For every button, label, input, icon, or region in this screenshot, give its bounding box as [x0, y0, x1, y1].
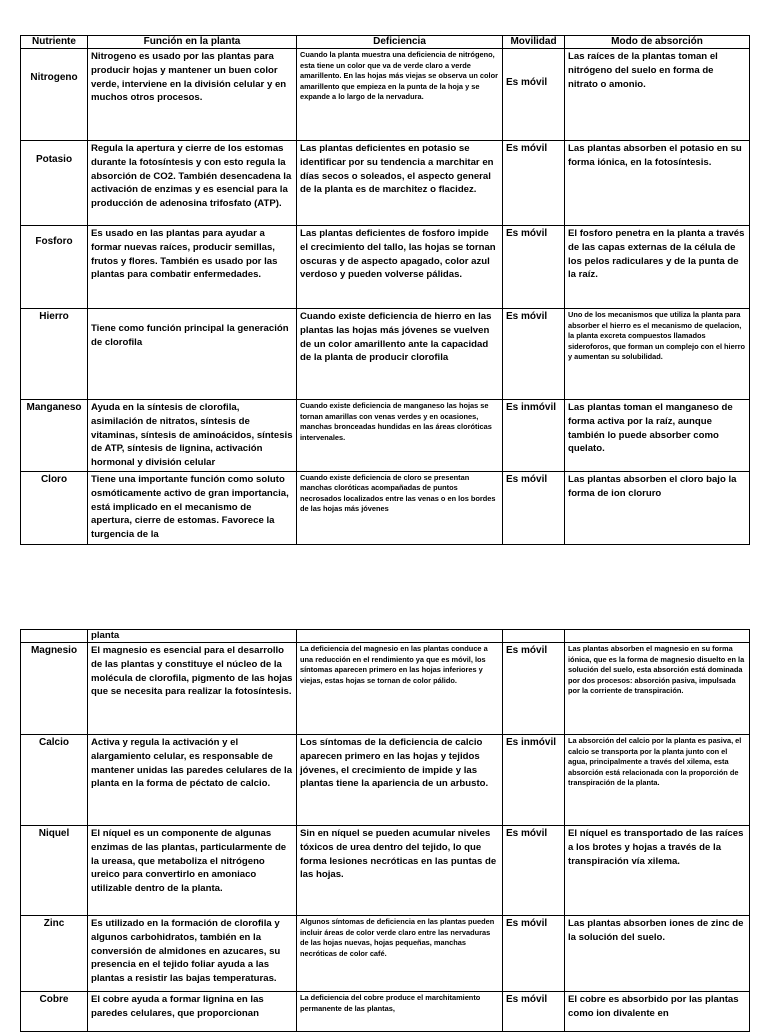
table-row	[21, 141, 750, 226]
mobility-cell: Es móvil	[503, 992, 565, 1032]
continuation-empty	[565, 630, 750, 643]
function-cell: Tiene una importante función como soluto osmóticamente activo de gran importancia, está implicado en el mecanismo de apertura, cierre de estomas. Favorece la turgencia de la	[88, 471, 297, 544]
absorption-cell: Las plantas toman el manganeso de forma activa por la raíz, aunque también lo puede absorber como quelato.	[565, 400, 750, 472]
function-cell: El níquel es un componente de algunas enzimas de las plantas, particularmente de la ureasa, que metaboliza el nitrógeno ureico para convertirlo en amoniaco utilizable dentro de la planta.	[88, 826, 297, 916]
continuation-cell: planta	[88, 630, 297, 643]
nutrient-name: Magnesio	[21, 643, 88, 735]
mobility-cell: Es móvil	[503, 49, 565, 141]
nutrient-name: Hierro	[21, 309, 88, 400]
table-row	[21, 226, 750, 309]
deficiency-cell: Las plantas deficientes en potasio se identificar por su tendencia a marchitar en días secos o soleados, el aspecto general de la planta es de marchitez o flacidez.	[297, 141, 503, 226]
nutrient-name: Cobre	[21, 992, 88, 1032]
function-cell: Tiene como función principal la generación de clorofila	[88, 309, 297, 400]
nutrient-table-page-1	[20, 35, 750, 545]
nutrient-name: Calcio	[21, 735, 88, 826]
deficiency-cell: Sin en níquel se pueden acumular niveles tóxicos de urea dentro del tejido, lo que forma lesiones necróticas en las puntas de las hojas.	[297, 826, 503, 916]
mobility-cell: Es móvil	[503, 826, 565, 916]
deficiency-cell: Las plantas deficientes de fosforo impide el crecimiento del tallo, las hojas se tornan oscuras y de aspecto apagado, color azul verdoso y pueden volverse pálidas.	[297, 226, 503, 309]
header-deficiencia: Deficiencia	[297, 36, 503, 49]
nutrient-name: Nitrogeno	[21, 49, 88, 141]
header-nutriente: Nutriente	[21, 36, 88, 49]
absorption-cell: El cobre es absorbido por las plantas como ion divalente en	[565, 992, 750, 1032]
nutrient-name: Fosforo	[21, 226, 88, 309]
deficiency-cell: Los síntomas de la deficiencia de calcio aparecen primero en las hojas y tejidos jóvenes, el crecimiento de impide y las plantas tiene la apariencia de un arbusto.	[297, 735, 503, 826]
mobility-cell: Es inmóvil	[503, 735, 565, 826]
absorption-cell: Las plantas absorben el potasio en su forma iónica, en la fotosíntesis.	[565, 141, 750, 226]
table-row	[21, 49, 750, 141]
mobility-cell: Es móvil	[503, 916, 565, 992]
table-row	[21, 826, 750, 916]
nutrient-name: Zinc	[21, 916, 88, 992]
header-row	[21, 36, 750, 49]
function-cell: El magnesio es esencial para el desarrollo de las plantas y constituye el núcleo de la molécula de clorofila, pigmento de las hojas que se necesita para realizar la fotosíntesis.	[88, 643, 297, 735]
mobility-cell: Es móvil	[503, 309, 565, 400]
absorption-cell: Las plantas absorben iones de zinc de la solución del suelo.	[565, 916, 750, 992]
nutrient-name: Manganeso	[21, 400, 88, 472]
deficiency-cell: Cuando existe deficiencia de manganeso las hojas se tornan amarillas con venas verdes y en ocasiones, manchas bronceadas hundidas en las áreas cloróticas intervenales.	[297, 400, 503, 472]
nutrient-name: Cloro	[21, 471, 88, 544]
continuation-row	[21, 630, 750, 643]
deficiency-cell: Cuando existe deficiencia de hierro en las plantas las hojas más jóvenes se vuelven de un color amarillento ante la capacidad de la planta de producir clorofila	[297, 309, 503, 400]
table-row	[21, 992, 750, 1032]
continuation-empty	[21, 630, 88, 643]
mobility-cell: Es móvil	[503, 226, 565, 309]
deficiency-cell: La deficiencia del magnesio en las plantas conduce a una reducción en el rendimiento ya que es móvil, los síntomas aparecen primero en las hojas inferiores y viejas, estas hojas se tornan de color pálido.	[297, 643, 503, 735]
continuation-empty	[503, 630, 565, 643]
nutrient-table-page-2	[20, 629, 750, 1032]
nutrient-name: Potasio	[21, 141, 88, 226]
absorption-cell: Las plantas absorben el magnesio en su forma iónica, que es la forma de magnesio disuelto en la solución del suelo, esta absorción está dominada por dos procesos: absorción pasiva, impulsada por la corriente de transpiración.	[565, 643, 750, 735]
mobility-cell: Es móvil	[503, 141, 565, 226]
absorption-cell: Uno de los mecanismos que utiliza la planta para absorber el hierro es el mecanismo de quelacion, la planta excreta compuestos llamados sideroforos, que forman un complejo con el hierro y aumentan su solubilidad.	[565, 309, 750, 400]
table-row	[21, 643, 750, 735]
header-absorcion: Modo de absorción	[565, 36, 750, 49]
function-cell: Es utilizado en la formación de clorofila y algunos carbohidratos, también en la conversión de almidones en azucares, su presencia en el tejido foliar ayuda a las plantas a resistir las bajas temperaturas.	[88, 916, 297, 992]
continuation-empty	[297, 630, 503, 643]
mobility-cell: Es inmóvil	[503, 400, 565, 472]
function-cell: Nitrogeno es usado por las plantas para producir hojas y mantener un buen color verde, interviene en la división celular y en muchos otros procesos.	[88, 49, 297, 141]
header-funcion: Función en la planta	[88, 36, 297, 49]
function-cell: Es usado en las plantas para ayudar a formar nuevas raíces, producir semillas, frutos y flores. También es usado por las plantas para combatir enfermedades.	[88, 226, 297, 309]
absorption-cell: Las raíces de la plantas toman el nitrógeno del suelo en forma de nitrato o amonio.	[565, 49, 750, 141]
deficiency-cell: Cuando la planta muestra una deficiencia de nitrógeno, esta tiene un color que va de verde claro a verde amarillento. En las hojas más viejas se observa un color amarillento que empieza en la punta de la hoja y se expande a lo largo de la nervadura.	[297, 49, 503, 141]
function-cell: Regula la apertura y cierre de los estomas durante la fotosíntesis y con esto regula la absorción de CO2. También desencadena la activación de enzimas y es esencial para la producción de adenosina trifosfato (ATP).	[88, 141, 297, 226]
table-row	[21, 309, 750, 400]
nutrient-name: Niquel	[21, 826, 88, 916]
absorption-cell: El fosforo penetra en la planta a través de las capas externas de la célula de los pelos radiculares y de la punta de la raíz.	[565, 226, 750, 309]
header-movilidad: Movilidad	[503, 36, 565, 49]
mobility-cell: Es móvil	[503, 471, 565, 544]
function-cell: El cobre ayuda a formar lignina en las paredes celulares, que proporcionan	[88, 992, 297, 1032]
function-cell: Activa y regula la activación y el alargamiento celular, es responsable de mantener unidas las paredes celulares de la planta en la forma de péctato de calcio.	[88, 735, 297, 826]
deficiency-cell: La deficiencia del cobre produce el marchitamiento permanente de las plantas,	[297, 992, 503, 1032]
table-row	[21, 735, 750, 826]
table-row	[21, 916, 750, 992]
absorption-cell: El níquel es transportado de las raíces a los brotes y hojas a través de la transpiración vía xilema.	[565, 826, 750, 916]
table-row	[21, 471, 750, 544]
table-row	[21, 400, 750, 472]
deficiency-cell: Cuando existe deficiencia de cloro se presentan manchas cloróticas acompañadas de puntos necrosados localizados entre las venas o en los bordes de las hojas más jóvenes	[297, 471, 503, 544]
mobility-cell: Es móvil	[503, 643, 565, 735]
absorption-cell: Las plantas absorben el cloro bajo la forma de ion cloruro	[565, 471, 750, 544]
deficiency-cell: Algunos síntomas de deficiencia en las plantas pueden incluir áreas de color verde claro entre las nervaduras de las hojas nuevas, hojas pequeñas, manchas necróticas de color café.	[297, 916, 503, 992]
absorption-cell: La absorción del calcio por la planta es pasiva, el calcio se transporta por la planta junto con el agua, principalmente a través del xilema, esta absorción está relacionada con la proporción de transpiración de la planta.	[565, 735, 750, 826]
function-cell: Ayuda en la síntesis de clorofila, asimilación de nitratos, síntesis de vitaminas, síntesis de aminoácidos, síntesis de ATP, síntesis de lignina, activación hormonal y división celular	[88, 400, 297, 472]
